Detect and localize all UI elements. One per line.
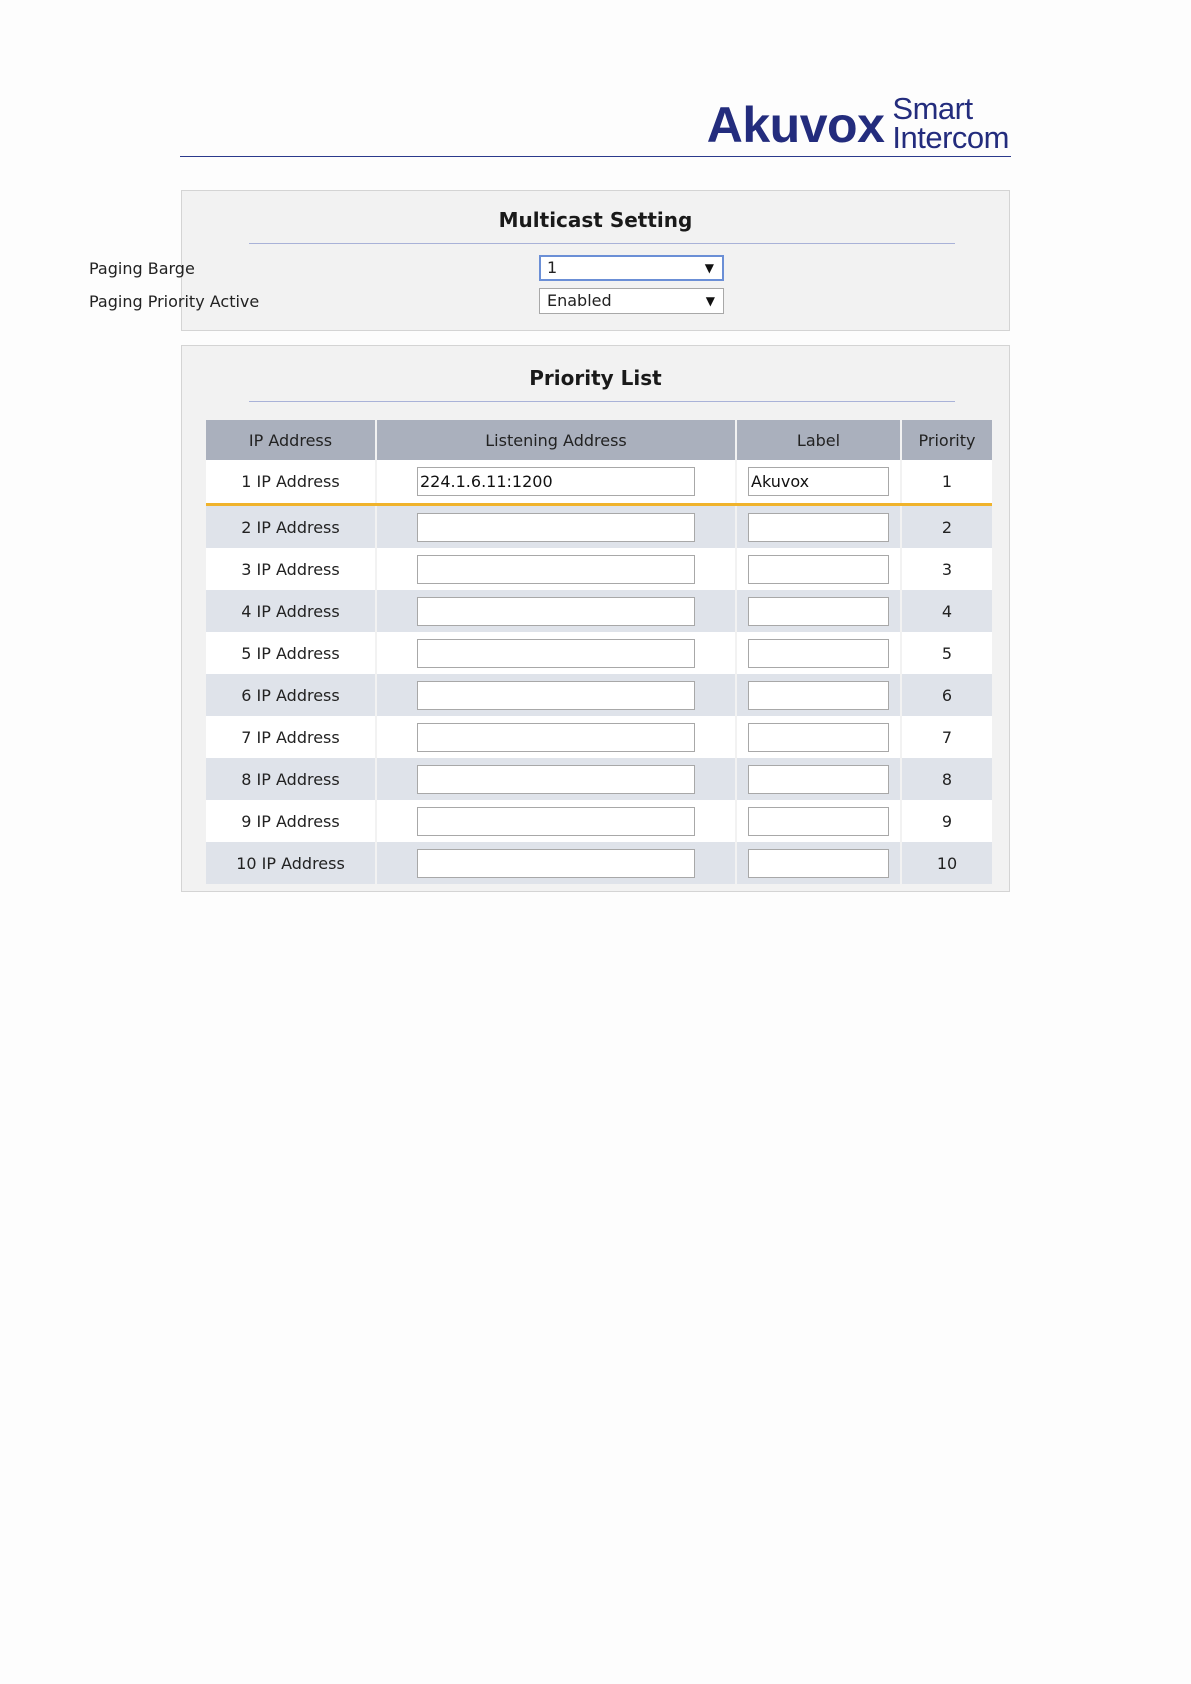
- column-header-label: Label: [736, 420, 901, 460]
- listening-address-cell: [376, 674, 736, 716]
- triangle-down-icon: ▼: [705, 294, 715, 308]
- column-header-priority: Priority: [901, 420, 992, 460]
- page-header: [180, 80, 1011, 157]
- label-input[interactable]: [748, 555, 889, 584]
- label-cell: [736, 842, 901, 884]
- ip-address-name: 4 IP Address: [206, 590, 376, 632]
- table-row: [206, 674, 992, 716]
- paging-priority-active-row: [89, 288, 715, 316]
- label-input[interactable]: [748, 467, 889, 496]
- table-row: [206, 505, 992, 549]
- label-cell: [736, 505, 901, 549]
- listening-address-input[interactable]: [417, 467, 695, 496]
- priority-table: [206, 420, 992, 884]
- label-input[interactable]: [748, 849, 889, 878]
- label-input[interactable]: [748, 723, 889, 752]
- table-row: [206, 842, 992, 884]
- table-header-row: [206, 420, 992, 460]
- logo-tagline-line2: Intercom: [892, 120, 1009, 155]
- paging-barge-label: Paging Barge: [89, 259, 195, 278]
- label-cell: [736, 674, 901, 716]
- ip-address-name: 5 IP Address: [206, 632, 376, 674]
- priority-value: 10: [901, 842, 992, 884]
- table-row: [206, 758, 992, 800]
- label-cell: [736, 716, 901, 758]
- ip-address-name: 6 IP Address: [206, 674, 376, 716]
- multicast-setting-title: Multicast Setting: [498, 208, 693, 232]
- label-cell: [736, 758, 901, 800]
- priority-value: 9: [901, 800, 992, 842]
- paging-barge-row: [89, 255, 714, 283]
- ip-address-name: 7 IP Address: [206, 716, 376, 758]
- akuvox-logo: [706, 91, 1009, 155]
- listening-address-cell: [376, 590, 736, 632]
- ip-address-name: 3 IP Address: [206, 548, 376, 590]
- column-header-ip-address: IP Address: [206, 420, 376, 460]
- label-input[interactable]: [748, 639, 889, 668]
- table-row: [206, 590, 992, 632]
- listening-address-cell: [376, 716, 736, 758]
- paging-priority-active-value: Enabled: [547, 291, 612, 310]
- paging-barge-value: 1: [547, 258, 558, 277]
- listening-address-cell: [376, 632, 736, 674]
- ip-address-name: 10 IP Address: [206, 842, 376, 884]
- paging-barge-select[interactable]: [539, 255, 724, 281]
- table-row: [206, 716, 992, 758]
- table-row: [206, 800, 992, 842]
- ip-address-name: 1 IP Address: [206, 460, 376, 505]
- priority-value: 2: [901, 505, 992, 549]
- priority-value: 5: [901, 632, 992, 674]
- priority-value: 6: [901, 674, 992, 716]
- table-row: [206, 548, 992, 590]
- priority-value: 1: [901, 460, 992, 505]
- label-cell: [736, 548, 901, 590]
- listening-address-input[interactable]: [417, 807, 695, 836]
- table-row: [206, 632, 992, 674]
- listening-address-cell: [376, 548, 736, 590]
- listening-address-cell: [376, 460, 736, 505]
- priority-value: 3: [901, 548, 992, 590]
- table-row: [206, 460, 992, 505]
- listening-address-cell: [376, 800, 736, 842]
- priority-list-panel: [181, 345, 1010, 892]
- label-input[interactable]: [748, 681, 889, 710]
- listening-address-input[interactable]: [417, 513, 695, 542]
- ip-address-name: 8 IP Address: [206, 758, 376, 800]
- logo-wordmark: Akuvox: [706, 97, 885, 153]
- listening-address-input[interactable]: [417, 639, 695, 668]
- listening-address-input[interactable]: [417, 723, 695, 752]
- listening-address-cell: [376, 758, 736, 800]
- logo-tagline-line1: Smart: [892, 91, 973, 126]
- column-header-listening-address: Listening Address: [376, 420, 736, 460]
- listening-address-cell: [376, 505, 736, 549]
- priority-list-title: Priority List: [529, 366, 662, 390]
- priority-value: 7: [901, 716, 992, 758]
- listening-address-input[interactable]: [417, 555, 695, 584]
- label-input[interactable]: [748, 807, 889, 836]
- listening-address-input[interactable]: [417, 765, 695, 794]
- listening-address-input[interactable]: [417, 681, 695, 710]
- label-input[interactable]: [748, 513, 889, 542]
- ip-address-name: 2 IP Address: [206, 505, 376, 549]
- paging-priority-active-select[interactable]: [539, 288, 724, 314]
- listening-address-cell: [376, 842, 736, 884]
- label-cell: [736, 800, 901, 842]
- title-divider: [249, 401, 955, 402]
- logo-tagline: [892, 91, 1009, 155]
- title-divider: [249, 243, 955, 244]
- listening-address-input[interactable]: [417, 849, 695, 878]
- paging-priority-active-label: Paging Priority Active: [89, 292, 260, 311]
- priority-value: 8: [901, 758, 992, 800]
- label-cell: [736, 590, 901, 632]
- ip-address-name: 9 IP Address: [206, 800, 376, 842]
- label-input[interactable]: [748, 765, 889, 794]
- triangle-down-icon: ▼: [704, 261, 714, 275]
- priority-value: 4: [901, 590, 992, 632]
- label-cell: [736, 460, 901, 505]
- listening-address-input[interactable]: [417, 597, 695, 626]
- label-input[interactable]: [748, 597, 889, 626]
- label-cell: [736, 632, 901, 674]
